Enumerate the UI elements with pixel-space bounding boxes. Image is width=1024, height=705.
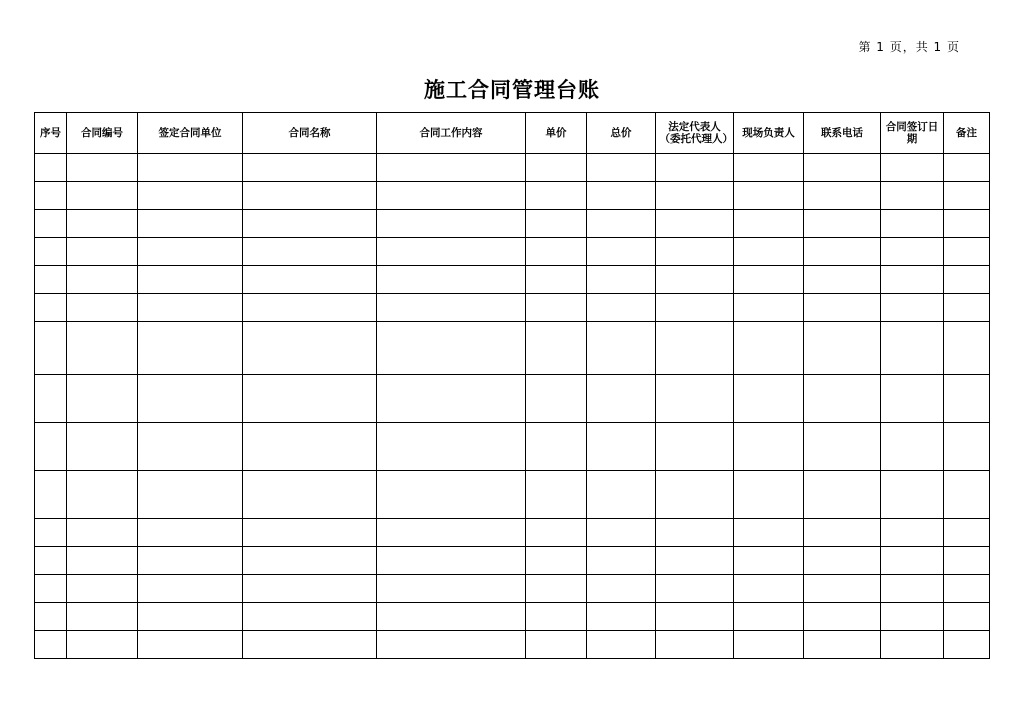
column-header-contract-party: 签定合同单位 [138,113,243,154]
table-row [35,575,990,603]
column-header-work-content: 合同工作内容 [377,113,526,154]
column-header-contract-no: 合同编号 [67,113,138,154]
table-row [35,154,990,182]
table-row [35,471,990,519]
table-row [35,266,990,294]
column-header-total-price: 总价 [587,113,656,154]
table-row [35,294,990,322]
table-header-row [35,113,990,154]
table-row [35,322,990,375]
column-header-contract-name: 合同名称 [243,113,377,154]
column-header-unit-price: 单价 [526,113,587,154]
table-row [35,238,990,266]
contract-ledger-table [34,112,990,659]
table-row [35,423,990,471]
page-number: 第 1 页，共 1 页 [858,40,960,54]
column-header-sign-date: 合同签订日期 [881,113,944,154]
column-header-remarks: 备注 [944,113,990,154]
column-header-index: 序号 [35,113,67,154]
table-row [35,631,990,659]
document-title: 施工合同管理台账 [424,77,600,102]
table-row [35,547,990,575]
table-row [35,603,990,631]
table-row [35,519,990,547]
table-row [35,210,990,238]
column-header-phone: 联系电话 [804,113,881,154]
table-row [35,375,990,423]
table-row [35,182,990,210]
column-header-legal-representative: 法定代表人（委托代理人） [656,113,734,154]
column-header-site-manager: 现场负责人 [734,113,804,154]
